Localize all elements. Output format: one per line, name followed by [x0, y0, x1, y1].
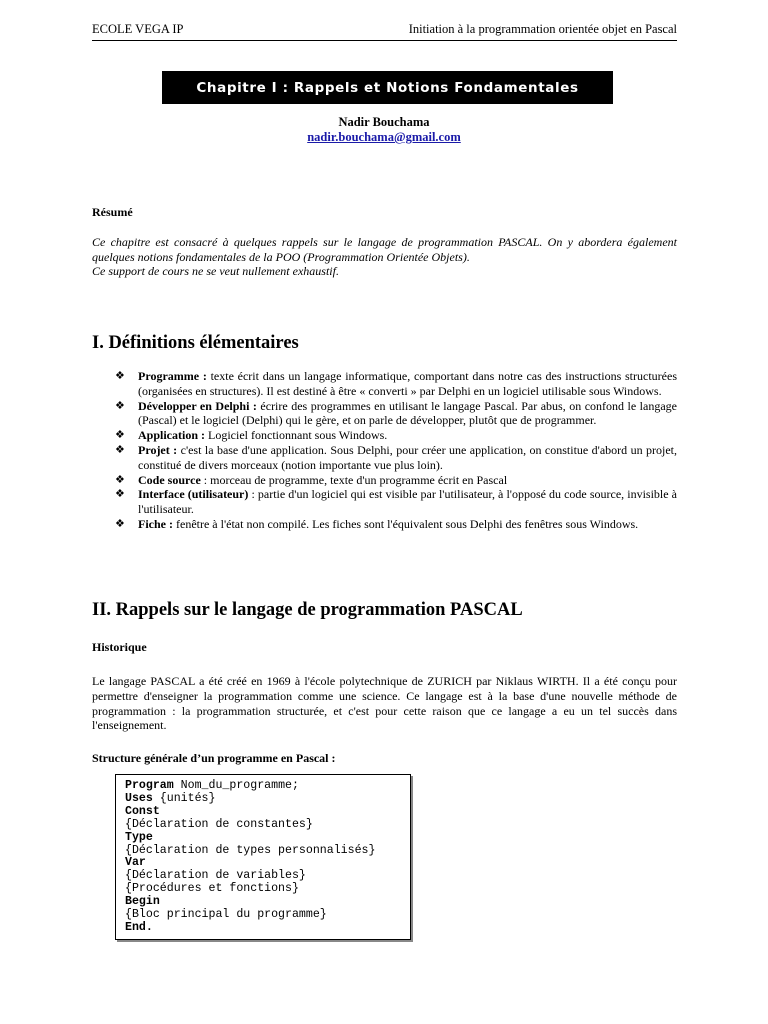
diamond-bullet-icon: ❖ [115, 443, 125, 456]
definition-text: c'est la base d'une application. Sous Delphi, pour créer une application, on constitue d'abord un projet, constitué de divers morceaux (notion importante vue plus loin). [138, 442, 677, 472]
page-header [92, 22, 677, 41]
diamond-bullet-icon: ❖ [115, 473, 125, 486]
definition-term: Développer en Delphi : [138, 398, 257, 413]
historique-paragraph: Le langage PASCAL a été créé en 1969 à l'école polytechnique de ZURICH par Niklaus WIRTH. Il a été conçu pour permettre d'enseigner la programmation comme une science. Ce langage est à la base d'une nouvelle méthode de programmation : la programmation structurée, et c'est pour cette raison que ce langage a eu un tel succès dans l'enseignement. [92, 674, 677, 733]
chapter-title: Chapitre I : Rappels et Notions Fondamentales [196, 79, 579, 96]
definition-term: Programme : [138, 369, 207, 383]
definition-text: : partie d'un logiciel qui est visible par l'utilisateur, à l'opposé du code source, invisible à l'utilisateur. [138, 487, 677, 517]
abstract-paragraph: Ce support de cours ne se veut nullement exhaustif. [92, 264, 339, 278]
structure-heading: Structure générale d’un programme en Pascal : [92, 751, 336, 765]
code-line: Program Nom_du_programme; [125, 779, 299, 792]
definitions-list [115, 369, 677, 532]
code-line: {Bloc principal du programme} [125, 908, 327, 922]
list-item [115, 399, 677, 429]
list-item [115, 443, 677, 473]
list-item [115, 428, 677, 443]
code-line: Const [125, 804, 160, 818]
definition-term: Application : [138, 428, 206, 443]
diamond-bullet-icon: ❖ [115, 399, 125, 412]
chapter-title-banner [162, 71, 613, 104]
code-line: Uses {unités} [125, 791, 216, 805]
author-email-link[interactable]: nadir.bouchama@gmail.com [307, 130, 461, 144]
diamond-bullet-icon: ❖ [115, 517, 125, 530]
list-item [115, 517, 677, 532]
resume-heading: Résumé [92, 205, 133, 219]
definition-text: : morceau de programme, texte d'un programme écrit en Pascal [200, 472, 508, 487]
code-line: Type [125, 830, 153, 844]
definition-text: Logiciel fonctionnant sous Windows. [205, 428, 388, 443]
diamond-bullet-icon: ❖ [115, 488, 125, 501]
historique-heading: Historique [92, 640, 147, 654]
code-line: {Déclaration de variables} [125, 869, 306, 883]
definition-text: fenêtre à l'état non compilé. Les fiches sont l'équivalent sous Delphi des fenêtres sous Windows. [173, 516, 639, 531]
list-item [115, 473, 677, 488]
abstract [92, 235, 677, 279]
code-line: {Procédures et fonctions} [125, 882, 299, 896]
definition-term: Interface (utilisateur) [138, 487, 249, 502]
list-item [115, 369, 677, 399]
definition-term: Code source [138, 472, 201, 487]
definition-term: Projet : [138, 442, 178, 457]
definition-text: écrire des programmes en utilisant le langage Pascal. Par abus, on confond le langage (Pascal) et le logiciel (Delphi) qui le gère, et on parle de développer, plutôt que de programmer. [138, 398, 677, 428]
section-heading-definitions: I. Définitions élémentaires [92, 333, 299, 353]
definition-term: Fiche : [138, 516, 173, 531]
code-line: Var [125, 856, 146, 870]
header-school: ECOLE VEGA IP [92, 22, 184, 36]
diamond-bullet-icon: ❖ [115, 370, 125, 382]
pascal-code-block [115, 774, 411, 940]
list-item [115, 487, 677, 517]
code-line: Begin [125, 895, 160, 909]
diamond-bullet-icon: ❖ [115, 429, 125, 442]
author-name: Nadir Bouchama [338, 115, 430, 129]
code-line: {Déclaration de types personnalisés} [125, 843, 376, 857]
section-heading-pascal: II. Rappels sur le langage de programmation PASCAL [92, 600, 523, 620]
code-line: End. [125, 920, 153, 934]
code-line: {Déclaration de constantes} [125, 817, 313, 831]
definition-text: texte écrit dans un langage informatique, comportant dans notre cas des instructions structurées (organisées en structures). Il est destiné à être « converti » par Delphi en un logiciel utilisable sous Windows. [138, 369, 677, 398]
header-course-title: Initiation à la programmation orientée objet en Pascal [408, 22, 677, 36]
abstract-paragraph: Ce chapitre est consacré à quelques rappels sur le langage de programmation PASCAL. On y abordera également quelques notions fondamentales de la POO (Programmation Orientée Objets). [92, 235, 677, 264]
